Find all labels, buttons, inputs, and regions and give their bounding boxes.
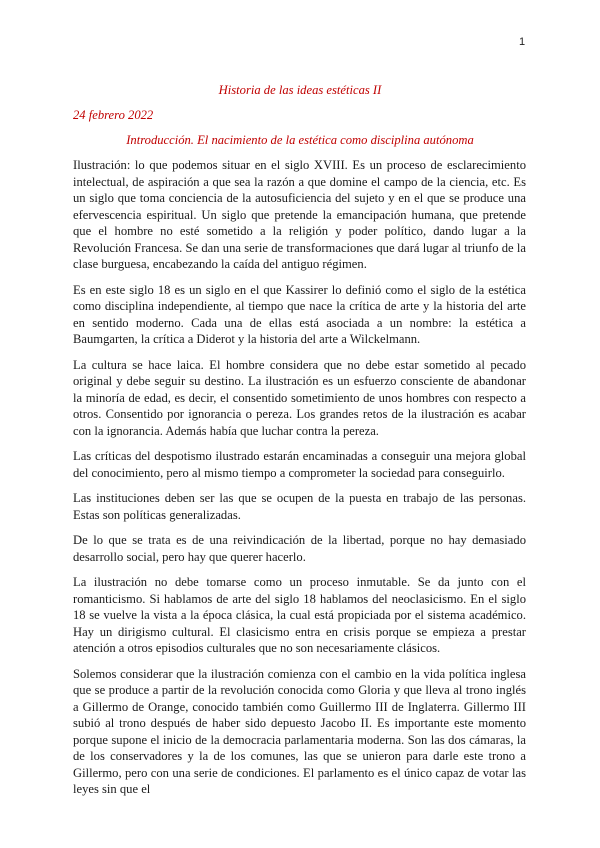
paragraph: Solemos considerar que la ilustración comienza con el cambio en la vida política inglesa que se produce a partir de la revolución conocida como Gloria y que lleva al trono inglés a Gillermo de Orange, conocido también como Guillermo III de Inglaterra. Gillermo III subió al trono después de haber sido depuesto Jacobo II. Es importante este momento porque supone el inicio de la democracia parlamentaria moderna. Son las dos cámaras, la de los conservadores y la de los comunes, las que se unieron para darle este trono a Gillermo, pero con una serie de condiciones. El parlamento es el único capaz de votar las leyes sin que el	[73, 666, 526, 796]
paragraph: Ilustración: lo que podemos situar en el siglo XVIII. Es un proceso de esclarecimiento intelectual, de aspiración a que sea la razón a que domine el campo de la ciencia, etc. Es un siglo que toma conciencia de la autosuficiencia del sujeto y en el que se produce una efervescencia espiritual. Un siglo que pretende la emancipación humana, que pretende que el hombre no esté sometido a la religión y poder político, dando lugar a la Revolución Francesa. Se dan una serie de transformaciones que dará lugar al triunfo de la clase burguesa, encabezando la caída del antiguo régimen.	[73, 158, 526, 271]
paragraph: La cultura se hace laica. El hombre considera que no debe estar sometido al pecado original y debe seguir su destino. La ilustración es un esfuerzo consciente de abandonar la minoría de edad, es decir, el consentido sometimiento de unos hombres con respecto a otros. Consentido por ignorancia o pereza. Los grandes retos de la ilustración es acabar con la ignorancia. Además había que luchar contra la pereza.	[73, 357, 526, 438]
paragraph: La ilustración no debe tomarse como un proceso inmutable. Se da junto con el romanticismo. Si hablamos de arte del siglo 18 hablamos del neoclasicismo. En el siglo 18 se vuelve la vista a la época clásica, la cual está propiciada por el sistema académico. Hay un dirigismo cultural. El clasicismo entra en crisis porque se empieza a prestar atención a otros episodios culturales que no son necesariamente clásicos.	[73, 575, 526, 655]
course-title: Historia de las ideas estéticas II	[218, 83, 382, 97]
page-number: 1	[519, 36, 526, 48]
paragraph: De lo que se trata es de una reivindicación de la libertad, porque no hay demasiado desarrollo social, pero hay que querer hacerlo.	[73, 533, 526, 564]
paragraph: Es en este siglo 18 es un siglo en el que Kassirer lo definió como el siglo de la estética como disciplina independiente, al tiempo que nace la crítica de arte y la historia del arte en sentido moderno. Cada una de ellas está asociada a un nombre: la estética a Baumgarten, la crítica a Diderot y la historia del arte a Wilckelmann.	[73, 282, 526, 346]
paragraph: Las instituciones deben ser las que se ocupen de la puesta en trabajo de las personas. Estas son políticas generalizadas.	[73, 491, 526, 522]
paragraph: Las críticas del despotismo ilustrado estarán encaminadas a conseguir una mejora global del conocimiento, pero al mismo tiempo a comprometer la sociedad para conseguirlo.	[73, 449, 526, 480]
section-title: Introducción. El nacimiento de la estética como disciplina autónoma	[126, 133, 474, 147]
document-body	[73, 157, 526, 807]
lecture-date: 24 febrero 2022	[73, 108, 154, 122]
